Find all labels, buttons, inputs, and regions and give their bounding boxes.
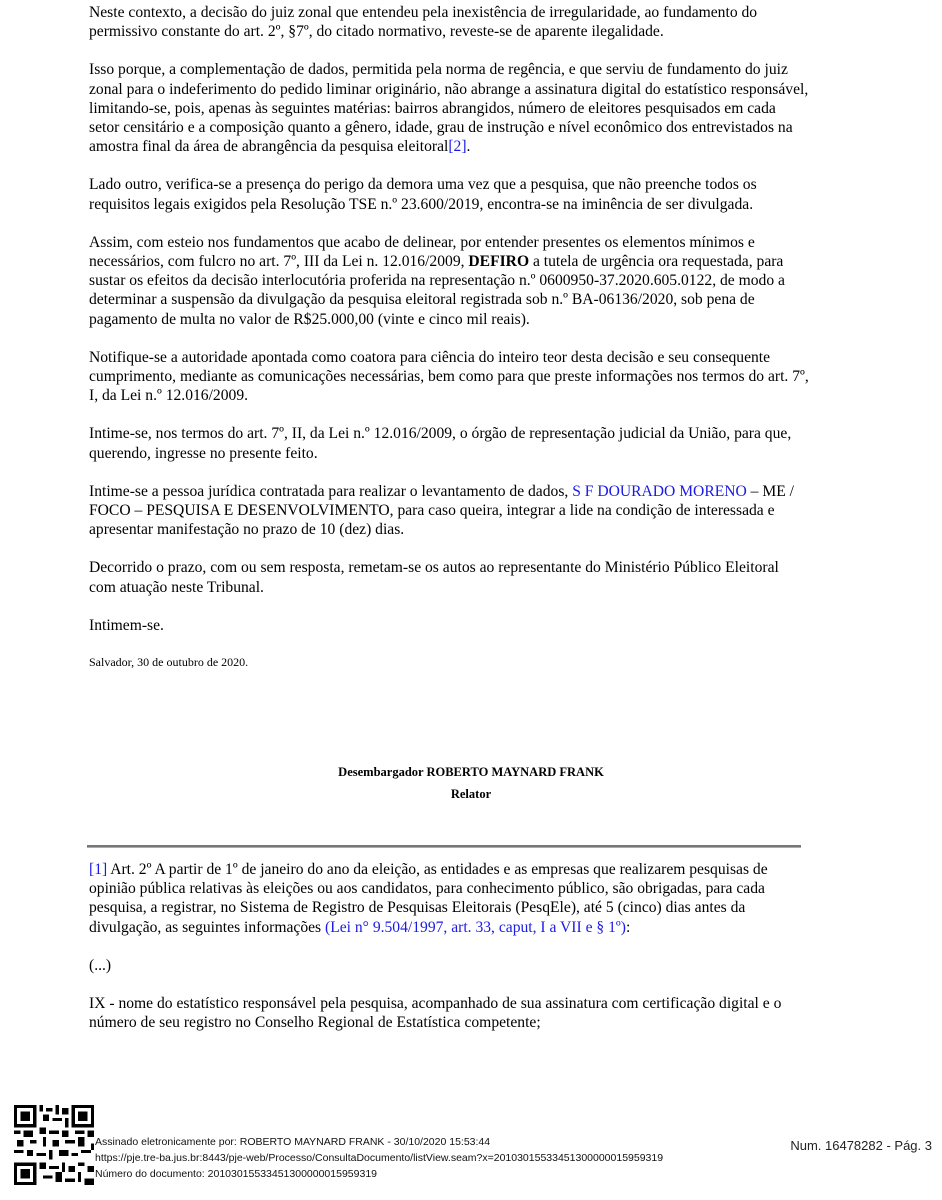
paragraph-text: a tutela de urgência ora requestada, para sustar os efeitos da decisão interlocutória proferida na representação n.º 0600950-37.2020.605.0122, de modo a determinar a suspensão da divulgação da pesquisa eleitoral registrada sob n.º BA-06136/2020, sob pena de pagamento de multa no valor de R$25.000,00 (vinte e cinco mil reais).	[89, 253, 785, 328]
footnote-1	[89, 860, 809, 937]
signature-name: Desembargador ROBERTO MAYNARD FRANK	[338, 765, 604, 779]
paragraph-text: Assim, com esteio nos fundamentos que acabo de delinear, por entender presentes os elementos mínimos e necessários, com fulcro no art. 7º, III da Lei n. 12.016/2009,	[89, 233, 755, 271]
paragraph-ilegalidade: Neste contexto, a decisão do juiz zonal que entendeu pela inexistência de irregularidade, ao fundamento do permissivo constante do art. 2º, §7º, do citado normativo, reveste-se de aparente ilegalidade.	[89, 4, 758, 41]
footnote-1-ref[interactable]: [1]	[89, 861, 108, 878]
paragraph-complementacao	[89, 60, 809, 156]
document-number-line: Número do documento: 20103015533451300000015959319	[95, 1168, 377, 1180]
paragraph-decisao	[89, 233, 809, 329]
signed-by-line: Assinado eletronicamente por: ROBERTO MAYNARD FRANK - 30/10/2020 15:53:44	[95, 1136, 491, 1148]
paragraph-text: – ME / FOCO – PESQUISA E DESENVOLVIMENTO, para caso queira, integrar a lide na condição de interessada e apresentar manifestação no prazo de 10 (dez) dias.	[89, 482, 794, 539]
defiro-bold: DEFIRO	[468, 253, 530, 271]
page-number: Num. 16478282 - Pág. 3	[790, 1138, 932, 1153]
paragraph-text: Intime-se a pessoa jurídica contratada para realizar o levantamento de dados,	[89, 482, 573, 500]
date-line: Salvador, 30 de outubro de 2020.	[89, 655, 249, 670]
electronic-signature-footer	[95, 1134, 663, 1182]
footnote-item-ix: IX - nome do estatístico responsável pela pesquisa, acompanhado de sua assinatura com certificação digital e o número de seu registro no Conselho Regional de Estatística competente;	[89, 995, 782, 1032]
footnote-link-2[interactable]: [2]	[448, 138, 467, 156]
paragraph-intimem: Intimem-se.	[89, 616, 164, 634]
paragraph-decorrido: Decorrido o prazo, com ou sem resposta, remetam-se os autos ao representante do Ministério Público Eleitoral com atuação neste Tribunal.	[89, 559, 779, 596]
footnote-separator	[87, 845, 801, 848]
footnotes	[89, 860, 809, 1051]
paragraph-text: Isso porque, a complementação de dados, permitida pela norma de regência, e que serviu de fundamento do juiz zonal para o indeferimento do pedido liminar originário, não abrange a assinatura digital do estatístico responsável, limitando-se, pois, apenas às seguintes matérias: bairros abrangidos, número de eleitores pesquisados em cada setor censitário e a composição quanto a gênero, idade, grau de instrução e nível econômico dos entrevistados na amostra final da área de abrangência da pesquisa eleitoral	[89, 61, 809, 156]
footnote-end: :	[625, 918, 631, 936]
document-url-line[interactable]: https://pje.tre-ba.jus.br:8443/pje-web/Processo/ConsultaDocumento/listView.seam?x=20103015533451300000015959319	[95, 1152, 664, 1164]
paragraph-end: .	[466, 138, 471, 156]
law-link[interactable]: (Lei n° 9.504/1997, art. 33, caput, I a VII e § 1º)	[325, 918, 626, 936]
paragraph-intime-uniao: Intime-se, nos termos do art. 7º, II, da Lei n.º 12.016/2009, o órgão de representação judicial da União, para que, querendo, ingresse no presente feito.	[89, 425, 792, 462]
footnote-text: Art. 2º A partir de 1º de janeiro do ano da eleição, as entidades e as empresas que realizarem pesquisas de opinião pública relativas às eleições ou aos candidatos, para conhecimento público, são obrigadas, para cada pesquisa, a registrar, no Sistema de Registro de Pesquisas Eleitorais (PesqEle), até 5 (cinco) dias antes da divulgação, as seguintes informações	[89, 861, 768, 936]
paragraph-intime-pj	[89, 482, 809, 540]
document-body	[89, 3, 809, 689]
company-link[interactable]: S F DOURADO MORENO	[572, 482, 747, 500]
paragraph-perigo-demora: Lado outro, verifica-se a presença do perigo da demora uma vez que a pesquisa, que não preenche todos os requisitos legais exigidos pela Resolução TSE n.º 23.600/2019, encontra-se na iminência de ser divulgada.	[89, 176, 757, 213]
qr-code-icon	[14, 1105, 94, 1185]
signature-role: Relator	[450, 787, 492, 801]
paragraph-notifique: Notifique-se a autoridade apontada como coatora para ciência do inteiro teor desta decisão e seu consequente cumprimento, mediante as comunicações necessárias, bem como para que preste informações nos termos do art. 7º, I, da Lei n.º 12.016/2009.	[89, 348, 809, 405]
ellipsis: (...)	[89, 956, 112, 974]
